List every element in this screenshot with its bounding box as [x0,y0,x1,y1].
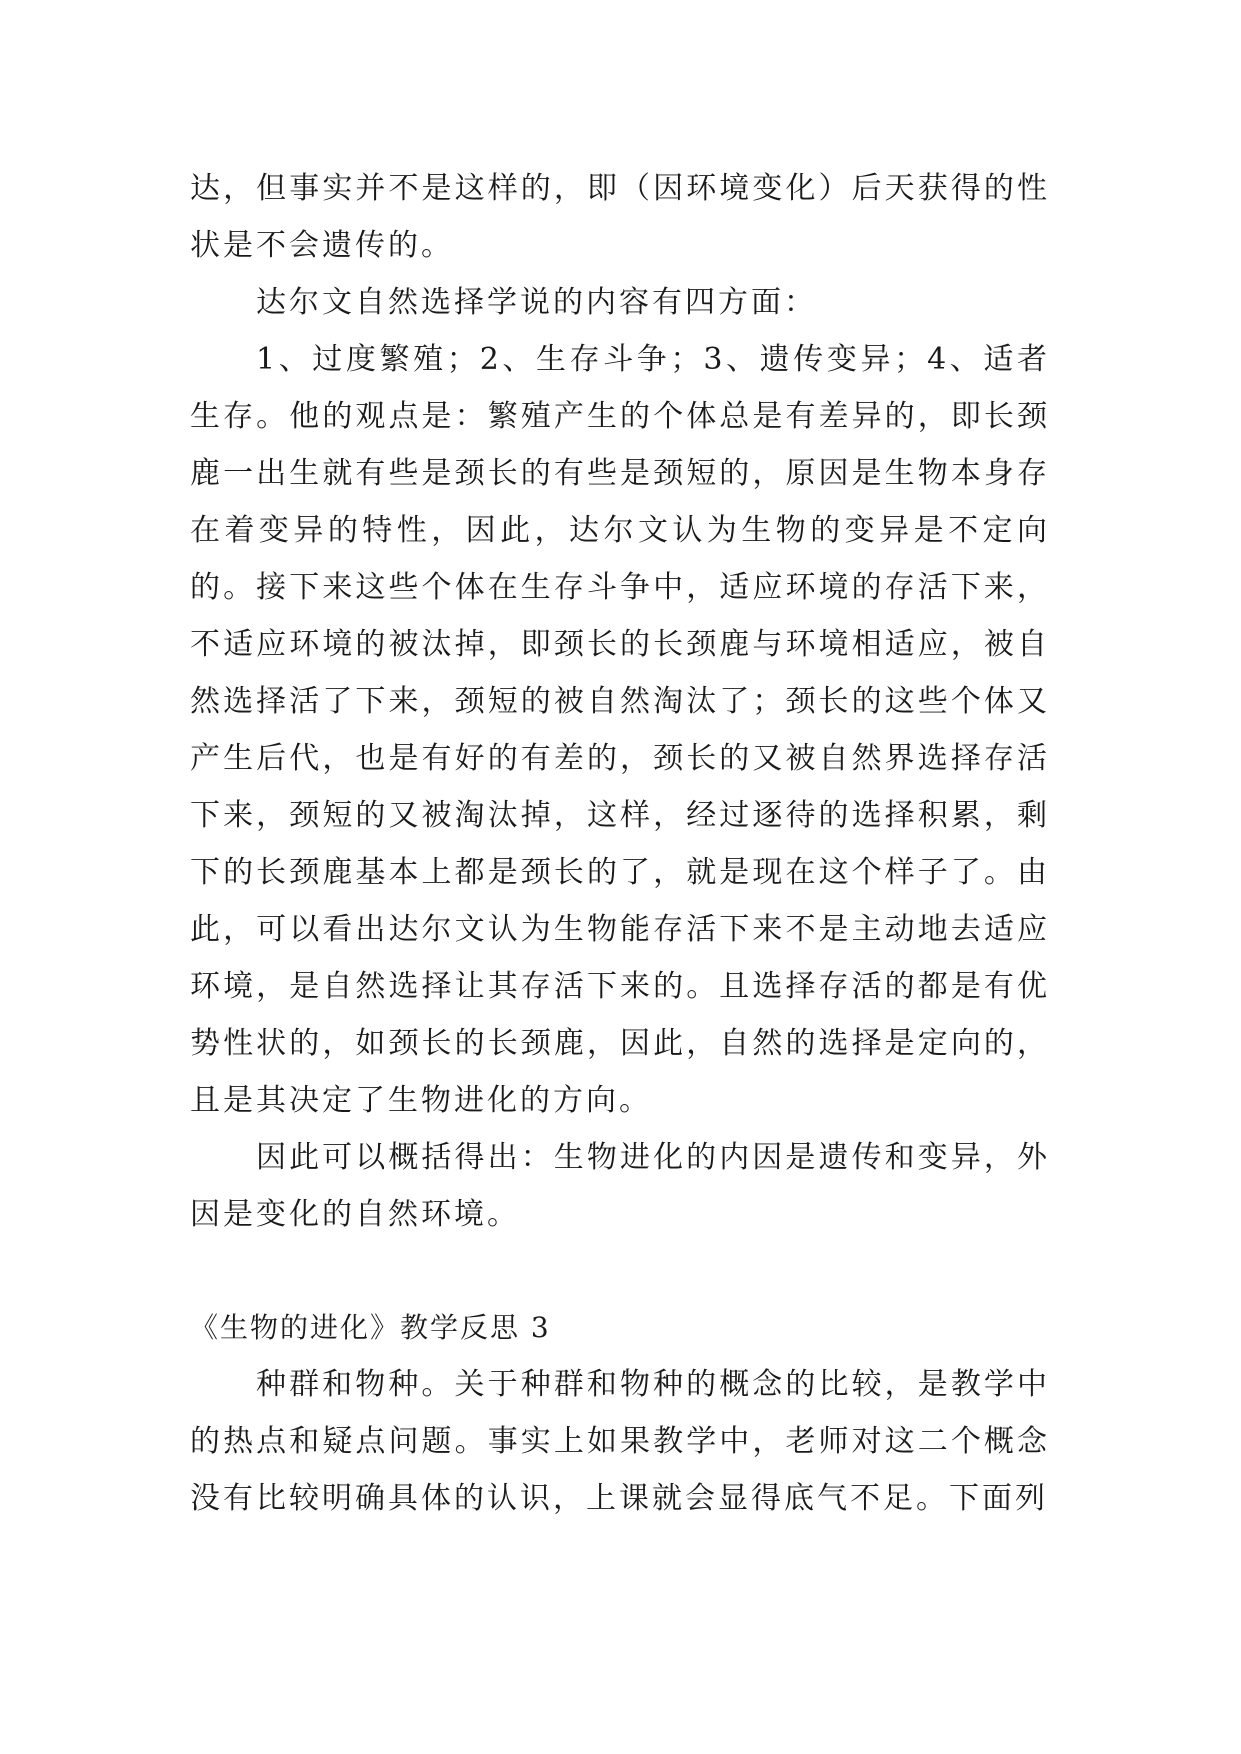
paragraph-darwin-intro: 达尔文自然选择学说的内容有四方面： [256,285,817,320]
section-heading: 《生物的进化》教学反思 3 [190,1311,551,1344]
paragraph-conclusion: 因此可以概括得出：生物进化的内因是遗传和变异，外因是变化的自然环境。 [190,1140,1050,1232]
paragraph-continuation: 达，但事实并不是这样的，即（因环境变化）后天获得的性状是不会遗传的。 [190,171,1050,263]
paragraph-species: 种群和物种。关于种群和物种的概念的比较，是教学中的热点和疑点问题。事实上如果教学中，老师对这二个概念没有比较明确具体的认识，上课就会显得底气不足。下面列 [190,1367,1050,1516]
document-page [190,160,1050,1527]
paragraph-darwin-theory: 1、过度繁殖；2、生存斗争；3、遗传变异；4、适者生存。他的观点是：繁殖产生的个体总是有差异的，即长颈鹿一出生就有些是颈长的有些是颈短的，原因是生物本身存在着变异的特性，因此，达尔文认为生物的变异是不定向的。接下来这些个体在生存斗争中，适应环境的存活下来，不适应环境的被汰掉，即颈长的长颈鹿与环境相适应，被自然选择活了下来，颈短的被自然淘汰了；颈长的这些个体又产生后代，也是有好的有差的，颈长的又被自然界选择存活下来，颈短的又被淘汰掉，这样，经过逐待的选择积累，剩下的长颈鹿基本上都是颈长的了，就是现在这个样子了。由此，可以看出达尔文认为生物能存活下来不是主动地去适应环境，是自然选择让其存活下来的。且选择存活的都是有优势性状的，如颈长的长颈鹿，因此，自然的选择是定向的，且是其决定了生物进化的方向。 [190,342,1050,1118]
